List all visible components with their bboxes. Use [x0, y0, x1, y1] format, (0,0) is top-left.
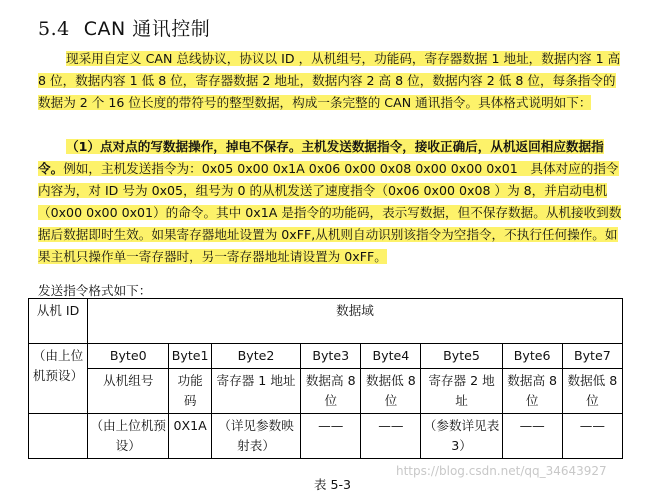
section-heading — [38, 14, 210, 41]
byte-label: Byte3 — [301, 344, 361, 369]
table-header-row — [29, 299, 623, 344]
field-cell: 寄存器 1 地址 — [211, 369, 300, 414]
field-cell: 数据低 8 位 — [562, 369, 622, 414]
watermark: https://blog.csdn.net/qq_34643927 — [396, 464, 607, 478]
field-cell: 寄存器 2 地址 — [421, 369, 502, 414]
header-data-field: 数据域 — [88, 299, 623, 344]
byte-label: Byte1 — [169, 344, 211, 369]
field-cell: 数据高 8 位 — [301, 369, 361, 414]
value-cell: —— — [361, 414, 421, 459]
table-intro: 发送指令格式如下： — [38, 283, 152, 298]
byte-label: Byte6 — [502, 344, 562, 369]
table-row-values — [29, 414, 623, 459]
example-paragraph — [38, 136, 624, 268]
value-cell: —— — [301, 414, 361, 459]
byte-label: Byte7 — [562, 344, 622, 369]
header-slave-id: 从机 ID — [29, 299, 88, 344]
field-cell: 功能码 — [169, 369, 211, 414]
section-number: 5.4 — [38, 18, 70, 40]
byte-label: Byte5 — [421, 344, 502, 369]
value-cell: —— — [502, 414, 562, 459]
byte-label: Byte0 — [88, 344, 169, 369]
table-row-fields — [29, 369, 623, 414]
empty-cell — [29, 414, 88, 459]
intro-paragraph-text: 现采用自定义 CAN 总线协议，协议以 ID ，从机组号，功能码，寄存器数据 1 地址，数据内容 1 高 8 位，数据内容 1 低 8 位，寄存器数据 2 地址，数据内容 2 高 8 位，数据内容 2 低 8 位，每条指令的数据为 2 个 16 位长度的带符号的整型数据，构成一条完整的 CAN 通讯指令。具体格式说明如下： — [38, 51, 621, 110]
byte-label: Byte4 — [361, 344, 421, 369]
value-cell: 0X1A — [169, 414, 211, 459]
field-cell: 数据低 8 位 — [361, 369, 421, 414]
table-caption: 表 5-3 — [313, 477, 352, 492]
value-cell: （由上位机预设） — [88, 414, 169, 459]
section-title: CAN 通讯控制 — [83, 18, 211, 40]
table-row-bytes — [29, 344, 623, 369]
example-paragraph-body: 例如，主机发送指令为：0x05 0x00 0x1A 0x06 0x00 0x08 0x00 0x00 0x01 具体对应的指令内容为，对 ID 号为 0x05，组号为 0 的从机发送了速度指令（0x06 0x00 0x08 ）为 8，并启动电机（0x00 0x00 0x01）的命令。其中 0x1A 是指令的功能码，表示写数据，但不保存数据。从机接收到数据后数据即时生效。如果寄存器地址设置为 0xFF,从机则自动识别该指令为空指令，不执行任何操作。如果主机只操作单一寄存器时，另一寄存器地址请设置为 0xFF。 — [38, 161, 622, 264]
field-cell: 数据高 8 位 — [502, 369, 562, 414]
value-cell: （详见参数映射表） — [211, 414, 300, 459]
byte-label: Byte2 — [211, 344, 300, 369]
field-cell: 从机组号 — [88, 369, 169, 414]
command-format-table — [28, 298, 623, 459]
example-paragraph-lead: （1）点对点的写数据操作，掉电不保存。主机发送数据指令，接收正确后，从机返回相应数据指令。 — [38, 139, 604, 176]
slave-id-note: （由上位机预设） — [29, 344, 88, 414]
value-cell: （参数详见表 3） — [421, 414, 502, 459]
value-cell: —— — [562, 414, 622, 459]
intro-paragraph — [38, 48, 624, 114]
